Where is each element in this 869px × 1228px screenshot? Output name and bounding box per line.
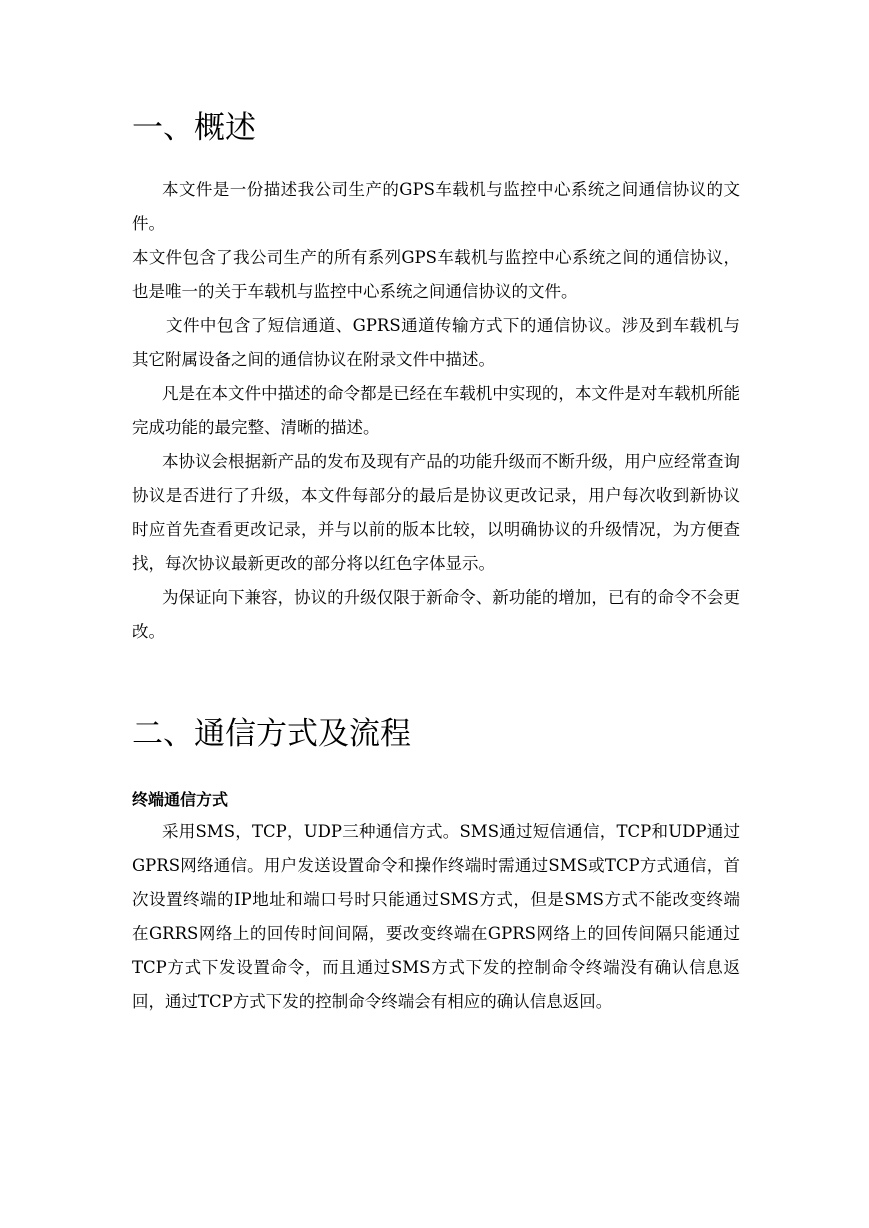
section-2-subheading: 终端通信方式 bbox=[132, 790, 229, 809]
paragraph: 凡是在本文件中描述的命令都是已经在车载机中实现的，本文件是对车载机所能完成功能的最完整、清晰的描述。 bbox=[132, 384, 740, 437]
section-1-body bbox=[132, 173, 740, 649]
paragraph: 本文件是一份描述我公司生产的GPS车载机与监控中心系统之间通信协议的文件。 bbox=[132, 180, 740, 233]
section-2-body bbox=[132, 815, 740, 1019]
paragraph: 文件中包含了短信通道、GPRS通道传输方式下的通信协议。涉及到车载机与其它附属设备之间的通信协议在附录文件中描述。 bbox=[132, 316, 740, 369]
section-2-heading: 二、通信方式及流程 bbox=[132, 716, 411, 752]
section-1-heading: 一、概述 bbox=[132, 110, 256, 146]
paragraph: 本文件包含了我公司生产的所有系列GPS车载机与监控中心系统之间的通信协议，也是唯一的关于车载机与监控中心系统之间通信协议的文件。 bbox=[132, 248, 740, 301]
paragraph: 为保证向下兼容，协议的升级仅限于新命令、新功能的增加，已有的命令不会更改。 bbox=[132, 588, 740, 641]
paragraph: 采用SMS，TCP，UDP三种通信方式。SMS通过短信通信，TCP和UDP通过GPRS网络通信。用户发送设置命令和操作终端时需通过SMS或TCP方式通信，首次设置终端的IP地址和端口号时只能通过SMS方式，但是SMS方式不能改变终端在GRRS网络上的回传时间间隔，要改变终端在GPRS网络上的回传间隔只能通过TCP方式下发设置命令，而且通过SMS方式下发的控制命令终端没有确认信息返回，通过TCP方式下发的控制命令终端会有相应的确认信息返回。 bbox=[132, 822, 740, 1011]
paragraph: 本协议会根据新产品的发布及现有产品的功能升级而不断升级，用户应经常查询协议是否进行了升级，本文件每部分的最后是协议更改记录，用户每次收到新协议时应首先查看更改记录，并与以前的版本比较，以明确协议的升级情况，为方便查找，每次协议最新更改的部分将以红色字体显示。 bbox=[132, 452, 740, 573]
